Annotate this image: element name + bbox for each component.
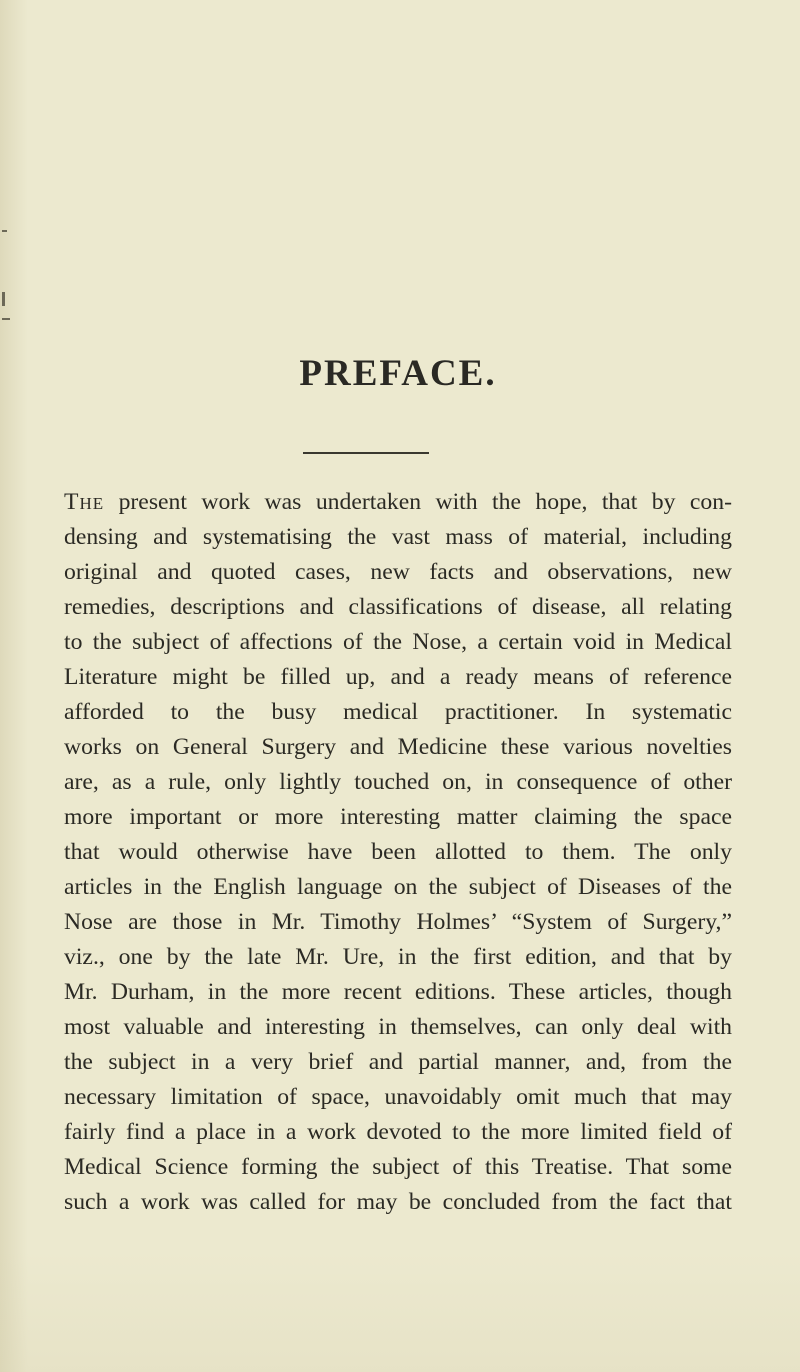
text-line: articles in the English language on the subject of Diseases of the — [64, 874, 732, 900]
text-line: the subject in a very brief and partial manner, and, from the — [64, 1049, 732, 1075]
preface-body — [64, 485, 732, 1220]
text-line: densing and systematising the vast mass of material, including — [64, 524, 732, 550]
text-line: that would otherwise have been allotted to them. The only — [64, 839, 732, 865]
text-line: remedies, descriptions and classifications of disease, all relating — [64, 594, 732, 620]
edge-mark — [2, 292, 5, 306]
edge-mark — [2, 318, 10, 320]
text-line: works on General Surgery and Medicine these various novelties — [64, 734, 732, 760]
text-line: Nose are those in Mr. Timothy Holmes’ “System of Surgery,” — [64, 909, 732, 935]
text-line: fairly find a place in a work devoted to the more limited field of — [64, 1119, 732, 1145]
text-line — [64, 485, 732, 520]
text-line: most valuable and interesting in themselves, can only deal with — [64, 1014, 732, 1040]
first-word: The — [64, 489, 105, 515]
text-line: more important or more interesting matter claiming the space — [64, 804, 732, 830]
text-line: necessary limitation of space, unavoidably omit much that may — [64, 1084, 732, 1110]
text-line: are, as a rule, only lightly touched on, in consequence of other — [64, 769, 732, 795]
edge-mark — [2, 230, 7, 232]
page-title — [0, 352, 800, 395]
text-line: Mr. Durham, in the more recent editions. These articles, though — [64, 979, 732, 1005]
title-rule — [303, 452, 429, 454]
text-line: such a work was called for may be concluded from the fact that — [64, 1189, 732, 1215]
text-line: viz., one by the late Mr. Ure, in the first edition, and that by — [64, 944, 732, 970]
line-text: present work was undertaken with the hope, that by con- — [104, 489, 732, 515]
text-line: Medical Science forming the subject of this Treatise. That some — [64, 1154, 732, 1180]
page-title-text: PREFACE. — [299, 353, 497, 394]
text-line: Literature might be filled up, and a ready means of reference — [64, 664, 732, 690]
text-line: original and quoted cases, new facts and observations, new — [64, 559, 732, 585]
text-line: to the subject of affections of the Nose, a certain void in Medical — [64, 629, 732, 655]
text-line: afforded to the busy medical practitioner. In systematic — [64, 699, 732, 725]
